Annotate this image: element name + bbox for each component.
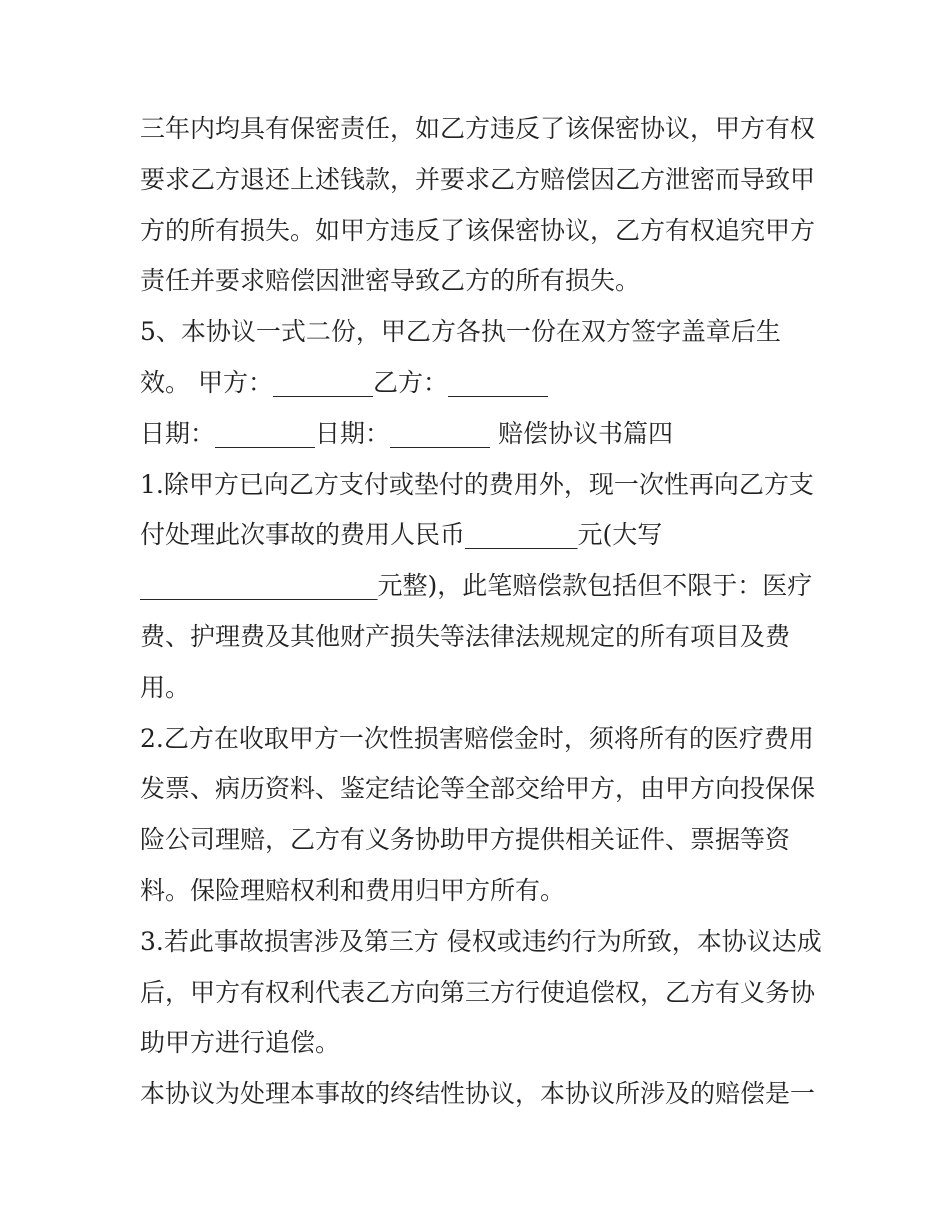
text-line-3: 方的所有损失。如甲方违反了该保密协议，乙方有权追究甲方 <box>140 215 816 245</box>
clause-1-line-5: 用。 <box>140 672 191 702</box>
clause-2-line-4: 料。保险理赔权利和费用归甲方所有。 <box>140 875 566 905</box>
clause-3-line-2: 后，甲方有权利代表乙方向第三方行使追偿权，乙方有义务协 <box>140 977 816 1007</box>
text-line-4: 责任并要求赔偿因泄密导致乙方的所有损失。 <box>140 266 641 296</box>
clause-2-line-3: 险公司理赔，乙方有义务协助甲方提供相关证件、票据等资 <box>140 825 791 855</box>
clause-2-line-1: 2.乙方在收取甲方一次性损害赔偿金时，须将所有的医疗费用 <box>140 723 814 753</box>
document-body <box>140 104 830 1120</box>
clause-3-line-1: 3.若此事故损害涉及第三方 侵权或违约行为所致，本协议达成 <box>140 926 822 956</box>
text-line-2: 要求乙方退还上述钱款，并要求乙方赔偿因乙方泄密而导致甲 <box>140 164 816 194</box>
clause-5-line-1: 5、本协议一式二份，甲乙方各执一份在双方签字盖章后生 <box>140 317 781 347</box>
signature-line: 效。 甲方：________乙方：________ <box>140 367 548 397</box>
final-clause-line-1: 本协议为处理本事故的终结性协议，本协议所涉及的赔偿是一 <box>140 1079 816 1109</box>
clause-1-line-2: 付处理此次事故的费用人民币_________元(大写 <box>140 520 663 550</box>
clause-2-line-2: 发票、病历资料、鉴定结论等全部交给甲方，由甲方向投保保 <box>140 774 816 804</box>
text-line-1: 三年内均具有保密责任，如乙方违反了该保密协议，甲方有权 <box>140 114 816 143</box>
clause-1-line-3: ___________________元整)，此笔赔偿款包括但不限于：医疗 <box>140 571 813 601</box>
clause-1-line-4: 费、护理费及其他财产损失等法律法规规定的所有项目及费 <box>140 621 791 651</box>
clause-3-line-3: 助甲方进行追偿。 <box>140 1028 341 1058</box>
clause-1-line-1: 1.除甲方已向乙方支付或垫付的费用外，现一次性再向乙方支 <box>140 469 814 499</box>
date-and-section-title-line: 日期：________日期：________ 赔偿协议书篇四 <box>140 418 673 448</box>
